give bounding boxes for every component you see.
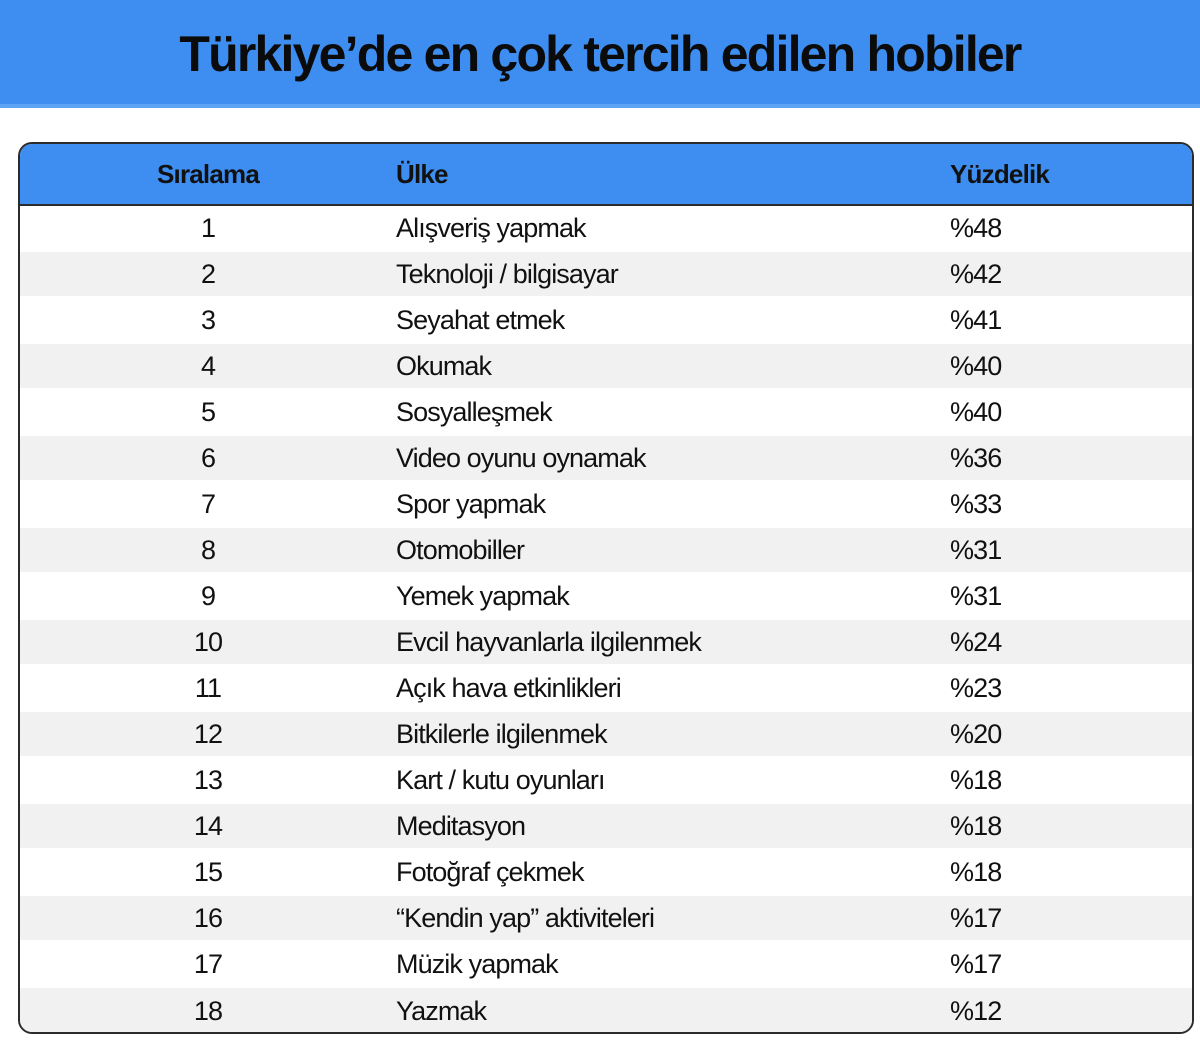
rank-cell: 12	[193, 718, 223, 749]
name-cell: Yemek yapmak	[396, 580, 569, 611]
table-row	[20, 712, 1192, 758]
name-cell: Otomobiller	[396, 534, 525, 565]
title-banner	[0, 0, 1200, 108]
name-cell: Meditasyon	[396, 810, 526, 841]
name-cell: Yazmak	[396, 995, 487, 1026]
table-row	[20, 666, 1192, 712]
table-row	[20, 850, 1192, 896]
percent-cell: %20	[950, 718, 1002, 749]
rank-cell: 15	[193, 856, 223, 887]
name-cell: Fotoğraf çekmek	[396, 856, 584, 887]
rank-cell: 11	[194, 672, 222, 703]
percent-cell: %12	[950, 995, 1002, 1026]
table-row	[20, 942, 1192, 988]
table-row	[20, 206, 1192, 252]
name-cell: Spor yapmak	[396, 488, 546, 519]
name-cell: Kart / kutu oyunları	[396, 764, 605, 795]
rank-cell: 14	[193, 810, 223, 841]
header-percent: Yüzdelik	[950, 158, 1050, 189]
name-cell: Bitkilerle ilgilenmek	[396, 718, 607, 749]
table-row	[20, 528, 1192, 574]
name-cell: Müzik yapmak	[396, 948, 558, 979]
table-row	[20, 390, 1192, 436]
percent-cell: %24	[950, 626, 1002, 657]
percent-cell: %31	[950, 534, 1002, 565]
percent-cell: %17	[950, 948, 1002, 979]
name-cell: Teknoloji / bilgisayar	[396, 258, 618, 289]
percent-cell: %18	[950, 764, 1002, 795]
rank-cell: 5	[200, 396, 216, 427]
percent-cell: %48	[950, 212, 1002, 243]
percent-cell: %36	[950, 442, 1002, 473]
name-cell: Alışveriş yapmak	[396, 212, 586, 243]
table-row	[20, 620, 1192, 666]
name-cell: Seyahat etmek	[396, 304, 565, 335]
table-row	[20, 252, 1192, 298]
rank-cell: 7	[200, 488, 216, 519]
name-cell: Evcil hayvanlarla ilgilenmek	[396, 626, 701, 657]
name-cell: “Kendin yap” aktiviteleri	[396, 902, 655, 933]
hobbies-table	[18, 142, 1194, 1034]
rank-cell: 4	[200, 350, 216, 381]
table-row	[20, 574, 1192, 620]
percent-cell: %17	[950, 902, 1002, 933]
percent-cell: %33	[950, 488, 1002, 519]
rank-cell: 9	[200, 580, 216, 611]
table-row	[20, 988, 1192, 1034]
table-body	[20, 206, 1192, 1034]
table-row	[20, 298, 1192, 344]
page-title: Türkiye’de en çok tercih edilen hobiler	[179, 26, 1021, 82]
percent-cell: %40	[950, 396, 1002, 427]
table-row	[20, 436, 1192, 482]
rank-cell: 17	[193, 948, 223, 979]
percent-cell: %18	[950, 856, 1002, 887]
rank-cell: 13	[193, 764, 223, 795]
table-row	[20, 896, 1192, 942]
rank-cell: 6	[200, 442, 216, 473]
percent-cell: %31	[950, 580, 1002, 611]
percent-cell: %18	[950, 810, 1002, 841]
rank-cell: 10	[193, 626, 223, 657]
rank-cell: 2	[200, 258, 216, 289]
table-row	[20, 758, 1192, 804]
rank-cell: 1	[200, 212, 216, 243]
rank-cell: 16	[193, 902, 223, 933]
rank-cell: 3	[200, 304, 216, 335]
table-row	[20, 344, 1192, 390]
percent-cell: %42	[950, 258, 1002, 289]
rank-cell: 8	[200, 534, 216, 565]
header-rank: Sıralama	[156, 158, 259, 189]
name-cell: Video oyunu oynamak	[396, 442, 646, 473]
rank-cell: 18	[193, 995, 223, 1026]
percent-cell: %40	[950, 350, 1002, 381]
table-row	[20, 482, 1192, 528]
name-cell: Sosyalleşmek	[396, 396, 552, 427]
table-header	[20, 144, 1192, 206]
name-cell: Okumak	[396, 350, 492, 381]
percent-cell: %23	[950, 672, 1002, 703]
name-cell: Açık hava etkinlikleri	[396, 672, 621, 703]
percent-cell: %41	[950, 304, 1002, 335]
header-name: Ülke	[396, 158, 448, 189]
table-row	[20, 804, 1192, 850]
